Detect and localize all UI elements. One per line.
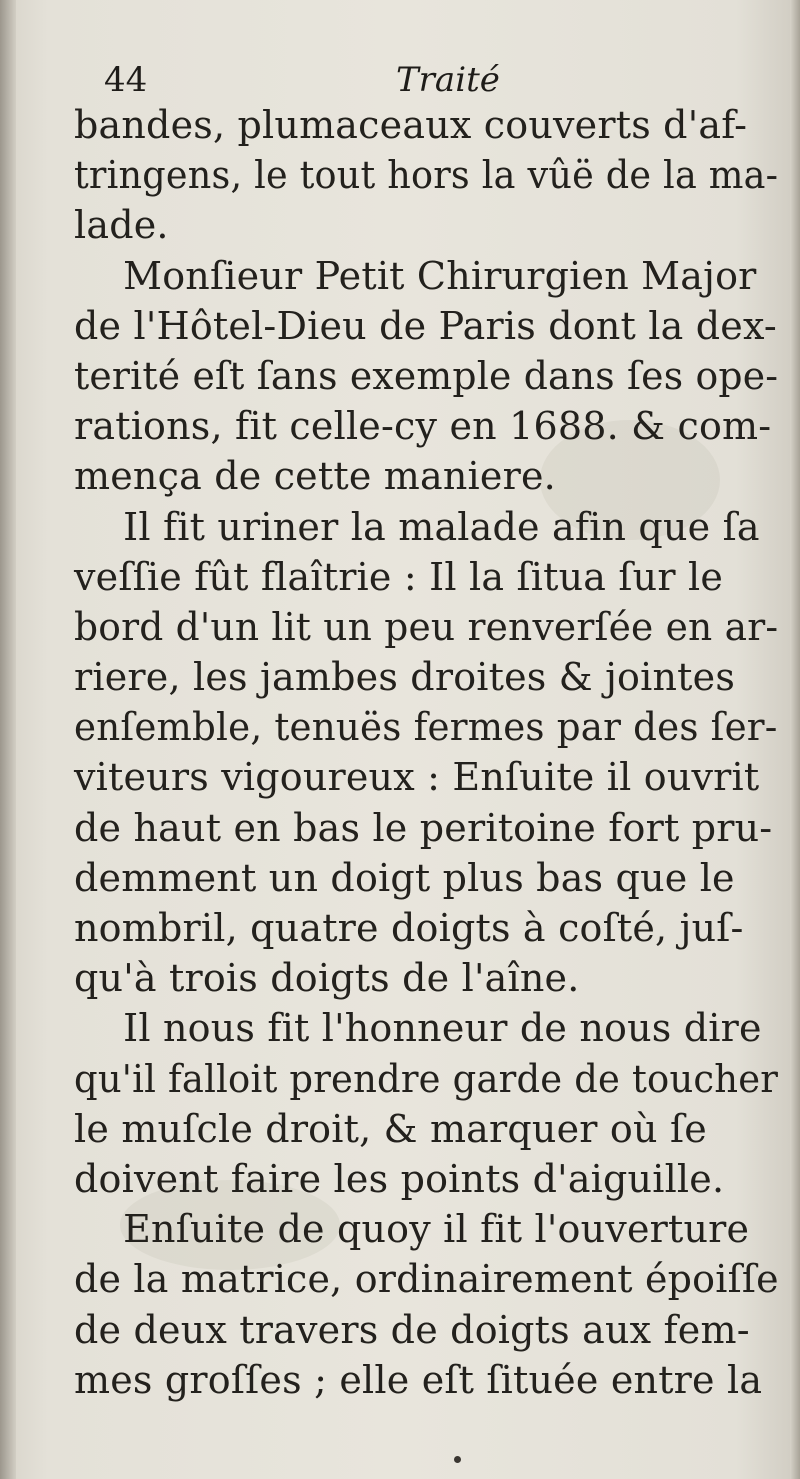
- text-line: de deux travers de doigts aux fem-: [74, 1307, 750, 1352]
- text-line: de l'Hôtel-Dieu de Paris dont la dex-: [74, 303, 777, 348]
- text-line: tringens, le tout hors la vûë de la ma-: [74, 153, 779, 198]
- text-line: doivent faire les points d'aiguille.: [74, 1156, 725, 1201]
- text-line: Il fit uriner la malade afin que ſa: [74, 504, 760, 549]
- ink-dot: [454, 1456, 461, 1463]
- text-line: Enſuite de quoy il fit l'ouverture: [74, 1207, 750, 1252]
- text-line: qu'à trois doigts de l'aîne.: [74, 956, 580, 1001]
- page-right-edge: [790, 0, 800, 1479]
- text-line: mes groſſes ; elle eſt ſituée entre la: [74, 1357, 763, 1402]
- text-line: viteurs vigoureux : Enſuite il ouvrit: [74, 755, 760, 800]
- text-line: de haut en bas le peritoine fort pru-: [74, 805, 773, 850]
- text-line: le muſcle droit, & marquer où ſe: [74, 1106, 707, 1151]
- text-line: bandes, plumaceaux couverts d'af-: [74, 103, 748, 147]
- text-line: de la matrice, ordinairement époiſſe: [74, 1257, 779, 1302]
- page-left-edge: [0, 0, 16, 1479]
- text-line: nombril, quatre doigts à coſté, juſ-: [74, 906, 744, 950]
- text-line: riere, les jambes droites & jointes: [74, 655, 736, 700]
- text-line: demment un doigt plus bas que le: [74, 855, 735, 900]
- text-line: qu'il falloit prendre garde de toucher: [74, 1056, 779, 1101]
- text-line: mença de cette maniere.: [74, 454, 556, 499]
- text-line: Il nous fit l'honneur de nous dire: [74, 1006, 762, 1051]
- body-text: [74, 100, 778, 1405]
- text-line: lade.: [74, 203, 169, 248]
- text-line: Monſieur Petit Chirurgien Major: [74, 253, 757, 298]
- text-line: bord d'un lit un peu renverſée en ar-: [74, 604, 779, 649]
- text-line: veſſie fût flaîtrie : Il la ſitua ſur le: [74, 554, 724, 599]
- text-line: rations, fit celle-cy en 1688. & com-: [74, 404, 772, 449]
- text-line: terité eſt ſans exemple dans ſes ope-: [74, 353, 779, 398]
- text-line: enſemble, tenuës fermes par des ſer-: [74, 705, 778, 750]
- running-title: Traité: [396, 60, 500, 100]
- page-number: 44: [104, 60, 148, 100]
